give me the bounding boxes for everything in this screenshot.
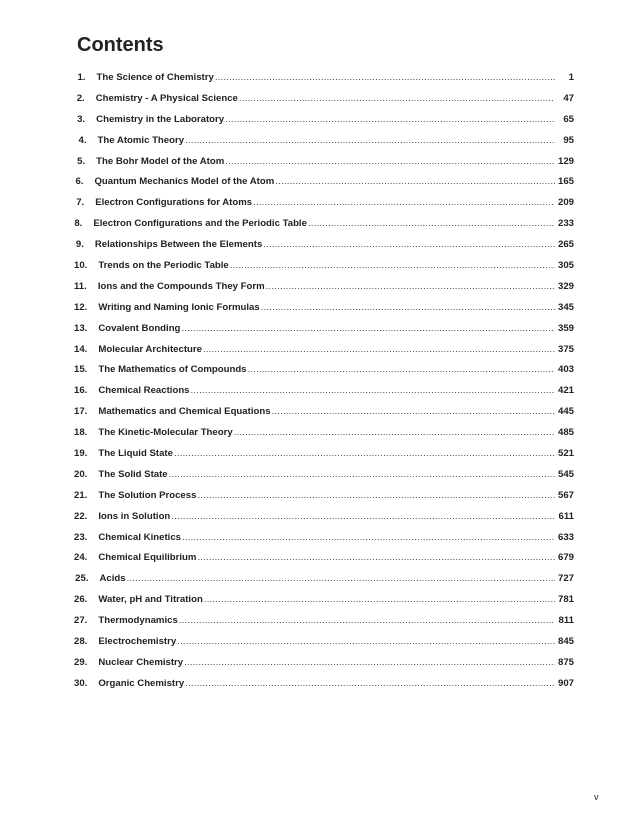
toc-entry[interactable] bbox=[74, 615, 574, 636]
toc-entry-title: Chemistry - A Physical Science bbox=[95, 92, 238, 104]
toc-entry[interactable] bbox=[74, 323, 574, 344]
toc-entry-number: 7. bbox=[76, 197, 85, 209]
toc-entry-number: 2. bbox=[76, 92, 85, 104]
toc-entry-title: Water, pH and Titration bbox=[98, 594, 203, 606]
dot-leader bbox=[248, 364, 555, 375]
toc-entry-number: 21. bbox=[74, 489, 88, 501]
dot-leader bbox=[253, 197, 555, 208]
toc-entry-page: 845 bbox=[558, 636, 575, 648]
toc-entry[interactable] bbox=[74, 427, 574, 448]
toc-entry-title: The Liquid State bbox=[98, 448, 173, 460]
toc-entry-page: 345 bbox=[558, 301, 575, 313]
toc-entry[interactable] bbox=[74, 260, 574, 281]
toc-entry[interactable] bbox=[74, 511, 574, 532]
dot-leader bbox=[308, 218, 555, 229]
toc-entry-page: 403 bbox=[558, 364, 575, 376]
toc-entry-page: 1 bbox=[568, 72, 574, 83]
dot-leader bbox=[261, 302, 555, 313]
dot-leader bbox=[127, 573, 555, 584]
toc-entry-page: 727 bbox=[558, 573, 575, 585]
toc-entry[interactable] bbox=[74, 281, 574, 302]
toc-entry-number: 9. bbox=[75, 239, 84, 251]
toc-entry-title: Covalent Bonding bbox=[98, 322, 181, 334]
toc-entry-title: Chemical Reactions bbox=[98, 385, 190, 397]
toc-entry-page: 329 bbox=[558, 280, 575, 292]
toc-entry-number: 27. bbox=[74, 615, 88, 627]
toc-entry-title: Mathematics and Chemical Equations bbox=[98, 406, 271, 418]
toc-entry-number: 4. bbox=[78, 134, 87, 146]
toc-entry-title: Electron Configurations for Atoms bbox=[95, 197, 253, 209]
page-number: v bbox=[594, 792, 599, 802]
dot-leader bbox=[230, 260, 555, 271]
toc-entry-title: The Atomic Theory bbox=[97, 134, 185, 146]
dot-leader bbox=[179, 615, 555, 626]
toc-entry[interactable] bbox=[74, 176, 574, 197]
dot-leader bbox=[171, 511, 555, 522]
toc-entry-number: 1. bbox=[77, 72, 86, 83]
toc-entry[interactable] bbox=[74, 364, 574, 385]
dot-leader bbox=[215, 72, 555, 83]
toc-entry-title: The Solution Process bbox=[98, 489, 197, 501]
toc-entry-number: 25. bbox=[75, 573, 89, 585]
toc-entry-page: 129 bbox=[558, 155, 575, 167]
toc-entry-title: The Solid State bbox=[98, 468, 168, 480]
toc-entry-number: 17. bbox=[74, 406, 88, 418]
dot-leader bbox=[184, 657, 555, 668]
toc-entry-number: 3. bbox=[77, 113, 86, 125]
toc-entry[interactable] bbox=[74, 657, 574, 678]
dot-leader bbox=[177, 636, 555, 647]
dot-leader bbox=[266, 281, 555, 292]
toc-entry-title: Molecular Architecture bbox=[98, 343, 202, 355]
page-title: Contents bbox=[77, 34, 164, 56]
toc-entry[interactable] bbox=[74, 532, 574, 553]
toc-entry-page: 679 bbox=[558, 552, 575, 564]
toc-entry-title: Chemical Equilibrium bbox=[98, 552, 197, 564]
toc-entry[interactable] bbox=[74, 114, 574, 135]
toc-entry-title: Acids bbox=[99, 573, 126, 585]
table-of-contents bbox=[74, 72, 574, 699]
toc-entry[interactable] bbox=[74, 678, 574, 699]
toc-entry-page: 485 bbox=[558, 427, 575, 439]
toc-entry[interactable] bbox=[74, 135, 574, 156]
toc-entry-page: 305 bbox=[558, 260, 575, 272]
toc-entry-title: Electron Configurations and the Periodic Table bbox=[93, 218, 307, 230]
toc-entry-page: 907 bbox=[558, 677, 575, 689]
dot-leader bbox=[182, 532, 555, 543]
toc-entry-page: 445 bbox=[558, 406, 575, 418]
toc-entry[interactable] bbox=[74, 197, 574, 218]
toc-entry-number: 10. bbox=[74, 260, 88, 272]
dot-leader bbox=[197, 552, 555, 563]
toc-entry-title: Thermodynamics bbox=[98, 615, 178, 627]
dot-leader bbox=[191, 385, 555, 396]
toc-entry-number: 26. bbox=[74, 594, 88, 606]
toc-entry-page: 47 bbox=[563, 92, 574, 104]
toc-entry-title: Writing and Naming Ionic Formulas bbox=[98, 301, 260, 313]
dot-leader bbox=[204, 594, 555, 605]
toc-entry-number: 19. bbox=[74, 448, 88, 460]
toc-entry-page: 209 bbox=[558, 197, 575, 209]
toc-entry[interactable] bbox=[74, 93, 574, 114]
toc-entry-number: 5. bbox=[77, 155, 86, 167]
dot-leader bbox=[174, 448, 555, 459]
toc-entry-page: 811 bbox=[558, 615, 574, 627]
toc-entry-title: Trends on the Periodic Table bbox=[98, 260, 229, 272]
toc-entry-page: 95 bbox=[563, 134, 574, 146]
toc-entry-title: The Kinetic-Molecular Theory bbox=[98, 427, 233, 439]
toc-entry-number: 15. bbox=[74, 364, 88, 376]
toc-entry-number: 23. bbox=[74, 531, 88, 543]
dot-leader bbox=[185, 135, 555, 146]
toc-entry-number: 30. bbox=[74, 677, 88, 689]
toc-entry-title: Relationships Between the Elements bbox=[94, 239, 263, 251]
toc-entry-number: 29. bbox=[74, 656, 88, 668]
toc-entry[interactable] bbox=[74, 469, 574, 490]
toc-entry[interactable] bbox=[74, 406, 574, 427]
toc-entry-page: 359 bbox=[558, 322, 575, 334]
toc-entry-number: 24. bbox=[74, 552, 88, 564]
toc-entry-page: 165 bbox=[558, 176, 575, 188]
toc-entry-title: The Bohr Model of the Atom bbox=[96, 155, 225, 167]
toc-entry-number: 11. bbox=[74, 280, 87, 292]
toc-entry-title: Chemistry in the Laboratory bbox=[96, 113, 225, 125]
toc-entry-number: 28. bbox=[74, 636, 88, 648]
toc-entry-number: 20. bbox=[74, 468, 88, 480]
dot-leader bbox=[263, 239, 555, 250]
dot-leader bbox=[181, 323, 555, 334]
toc-entry[interactable] bbox=[74, 302, 574, 323]
dot-leader bbox=[197, 490, 555, 501]
toc-entry[interactable] bbox=[74, 218, 574, 239]
toc-entry[interactable] bbox=[74, 344, 574, 365]
toc-entry[interactable] bbox=[74, 448, 574, 469]
toc-entry-page: 611 bbox=[558, 510, 574, 522]
toc-entry-page: 421 bbox=[558, 385, 575, 397]
toc-entry-page: 233 bbox=[558, 218, 575, 230]
toc-entry[interactable] bbox=[74, 552, 574, 573]
toc-entry-title: Electrochemistry bbox=[98, 636, 177, 648]
toc-entry-page: 65 bbox=[563, 113, 574, 125]
toc-entry-title: Nuclear Chemistry bbox=[98, 656, 184, 668]
toc-entry-page: 545 bbox=[558, 468, 575, 480]
toc-entry-number: 14. bbox=[74, 343, 88, 355]
toc-entry-page: 567 bbox=[558, 489, 575, 501]
toc-entry-title: The Mathematics of Compounds bbox=[98, 364, 247, 376]
toc-entry-number: 6. bbox=[75, 176, 84, 188]
toc-entry-title: Quantum Mechanics Model of the Atom bbox=[94, 176, 275, 188]
toc-entry-page: 633 bbox=[558, 531, 575, 543]
toc-entry-title: Ions in Solution bbox=[98, 510, 171, 522]
toc-entry-number: 13. bbox=[74, 322, 88, 334]
dot-leader bbox=[275, 176, 555, 187]
toc-entry-title: Organic Chemistry bbox=[98, 677, 185, 689]
toc-entry[interactable] bbox=[74, 385, 574, 406]
toc-entry[interactable] bbox=[74, 573, 574, 594]
toc-entry[interactable] bbox=[74, 72, 574, 93]
toc-entry-page: 875 bbox=[558, 656, 575, 668]
toc-entry-title: Chemical Kinetics bbox=[98, 531, 181, 543]
dot-leader bbox=[203, 344, 555, 355]
dot-leader bbox=[225, 114, 555, 125]
dot-leader bbox=[239, 93, 555, 104]
dot-leader bbox=[185, 678, 555, 689]
toc-entry-number: 18. bbox=[74, 427, 88, 439]
toc-entry-page: 521 bbox=[558, 448, 575, 460]
toc-entry-page: 375 bbox=[558, 343, 575, 355]
dot-leader bbox=[234, 427, 555, 438]
toc-entry-page: 781 bbox=[558, 594, 575, 606]
dot-leader bbox=[225, 156, 555, 167]
dot-leader bbox=[272, 406, 555, 417]
dot-leader bbox=[169, 469, 555, 480]
toc-entry[interactable] bbox=[74, 239, 574, 260]
toc-entry-title: The Science of Chemistry bbox=[96, 72, 214, 83]
toc-entry-title: Ions and the Compounds They Form bbox=[97, 280, 265, 292]
toc-entry-number: 8. bbox=[74, 218, 83, 230]
toc-entry-number: 16. bbox=[74, 385, 88, 397]
toc-entry[interactable] bbox=[74, 594, 574, 615]
toc-entry[interactable] bbox=[74, 636, 574, 657]
toc-entry[interactable] bbox=[74, 156, 574, 177]
toc-entry[interactable] bbox=[74, 490, 574, 511]
toc-entry-number: 22. bbox=[74, 510, 88, 522]
toc-entry-number: 12. bbox=[74, 301, 88, 313]
toc-entry-page: 265 bbox=[558, 239, 575, 251]
